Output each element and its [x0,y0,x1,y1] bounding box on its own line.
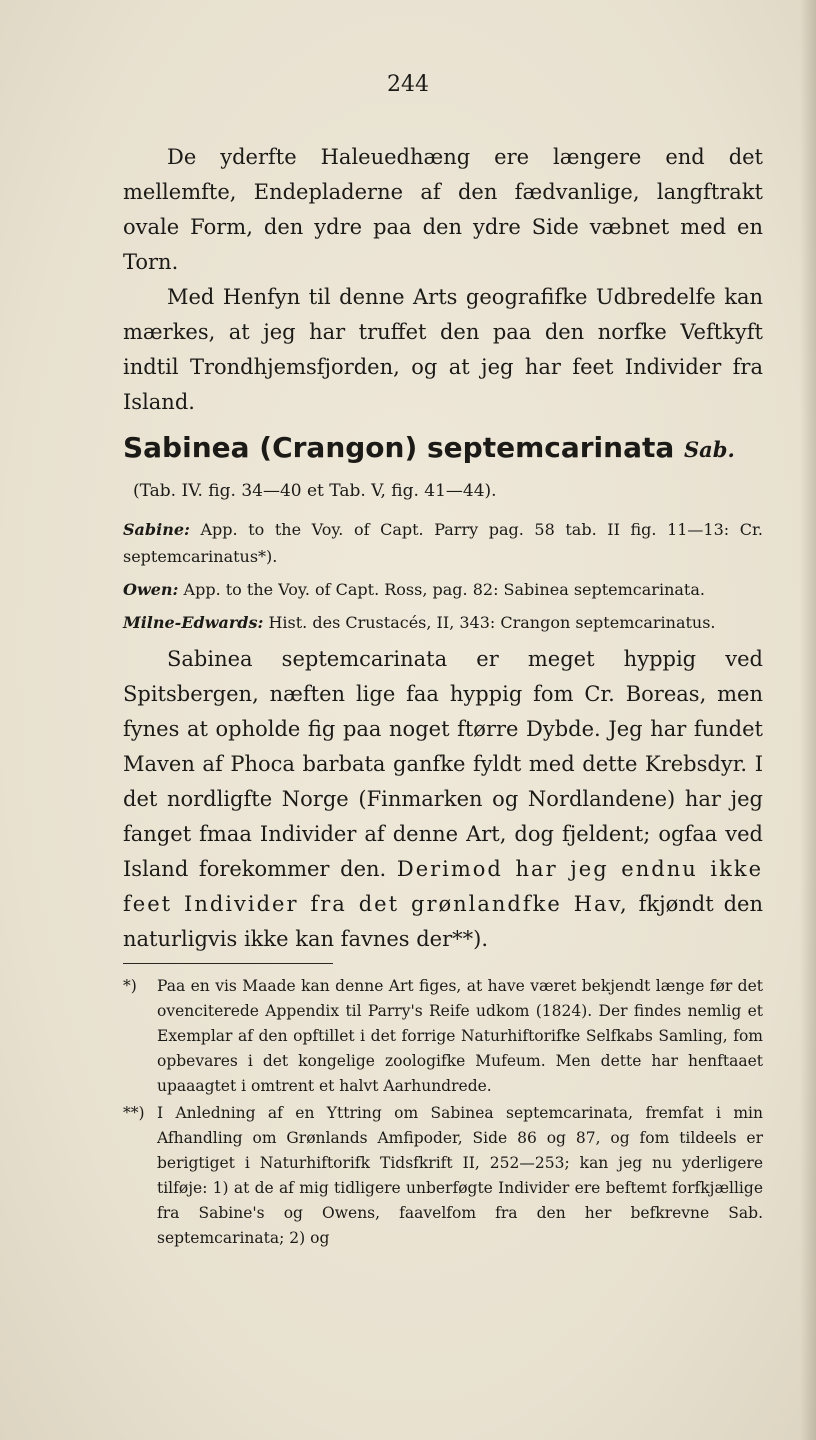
page-body [123,140,763,1253]
reference-author: Milne-Edwards: [123,613,264,632]
reference-entry [123,576,763,603]
reference-entry [123,516,763,570]
occurrence-text-end: fkjøndt den naturligvis ikke kan favnes der**). [123,892,763,951]
species-name: Sabinea (Crangon) septemcarinata [123,431,675,464]
paragraph-distribution: Med Henfyn til denne Arts geografifke Udbredelfe kan mærkes, at jeg har truffet den paa den norfke Veftkyft indtil Trondhjemsfjorden, og at jeg har feet Individer fra Island. [123,285,763,414]
occurrence-emphasis: Derimod har jeg endnu ikke feet Individer fra det grønlandfke Hav, [123,857,763,916]
reference-text: Hist. des Crustacés, II, 343: Crangon septemcarinatus. [268,613,716,632]
footnote [123,974,763,1099]
reference-entry [123,609,763,636]
occurrence-text: Sabinea septemcarinata er meget hyppig ved Spitsbergen, næften lige faa hyppig fom Cr. Boreas, men fynes at opholde fig paa noget ftørre Dybde. Jeg har fundet Maven af Phoca barbata ganfke fyldt med dette Krebsdyr. I det nordligfte Norge (Finmarken og Nordlandene) har jeg fanget fmaa Individer af denne Art, dog fjeldent; ogfaa ved Island forekommer den. [123,647,763,881]
footnote [123,1101,763,1251]
reference-author: Sabine: [123,520,190,539]
species-heading [123,426,763,472]
footnote-text: I Anledning af en Yttring om Sabinea septemcarinata, fremfat i min Afhandling om Grønlands Amfipoder, Side 86 og 87, og fom tildeels er berigtiget i Naturhiftorifk Tidsfkrift II, 252—253; kan jeg nu yderligere tilføje: 1) at de af mig tidligere unberføgte Individer ere beftemt forfkjællige fra Sabine's og Owens, faavelfom fra den her befkrevne Sab. septemcarinata; 2) og [157,1104,763,1247]
page-number: 244 [387,72,429,97]
species-author: Sab. [684,437,735,462]
plate-reference: (Tab. IV. fig. 34—40 et Tab. V, fig. 41—44). [133,481,497,501]
footnote-mark: **) [123,1104,145,1122]
page-edge-shadow [800,0,816,1440]
footnote-divider [123,963,333,964]
footnote-text: Paa en vis Maade kan denne Art figes, at have været bekjendt længe før det ovenciterede Appendix til Parry's Reife udkom (1824). Der findes nemlig et Exemplar af den opftillet i det forrige Naturhiftorifke Selfkabs Samling, fom opbevares i det kongelige zoologifke Mufeum. Men dette har henftaaet upaaagtet i omtrent et halvt Aarhundrede. [157,977,763,1095]
paragraph-occurrence [123,642,763,957]
footnote-mark: *) [123,977,137,995]
paragraph-tail-fan: De yderfte Haleuedhæng ere længere end det mellemfte, Endepladerne af den fædvanlige, langftrakt ovale Form, den ydre paa den ydre Side væbnet med en Torn. [123,145,763,274]
reference-author: Owen: [123,580,179,599]
reference-text: App. to the Voy. of Capt. Parry pag. 58 tab. II fig. 11—13: Cr. septemcarinatus*). [123,520,763,566]
reference-text: App. to the Voy. of Capt. Ross, pag. 82: Sabinea septemcarinata. [183,580,705,599]
